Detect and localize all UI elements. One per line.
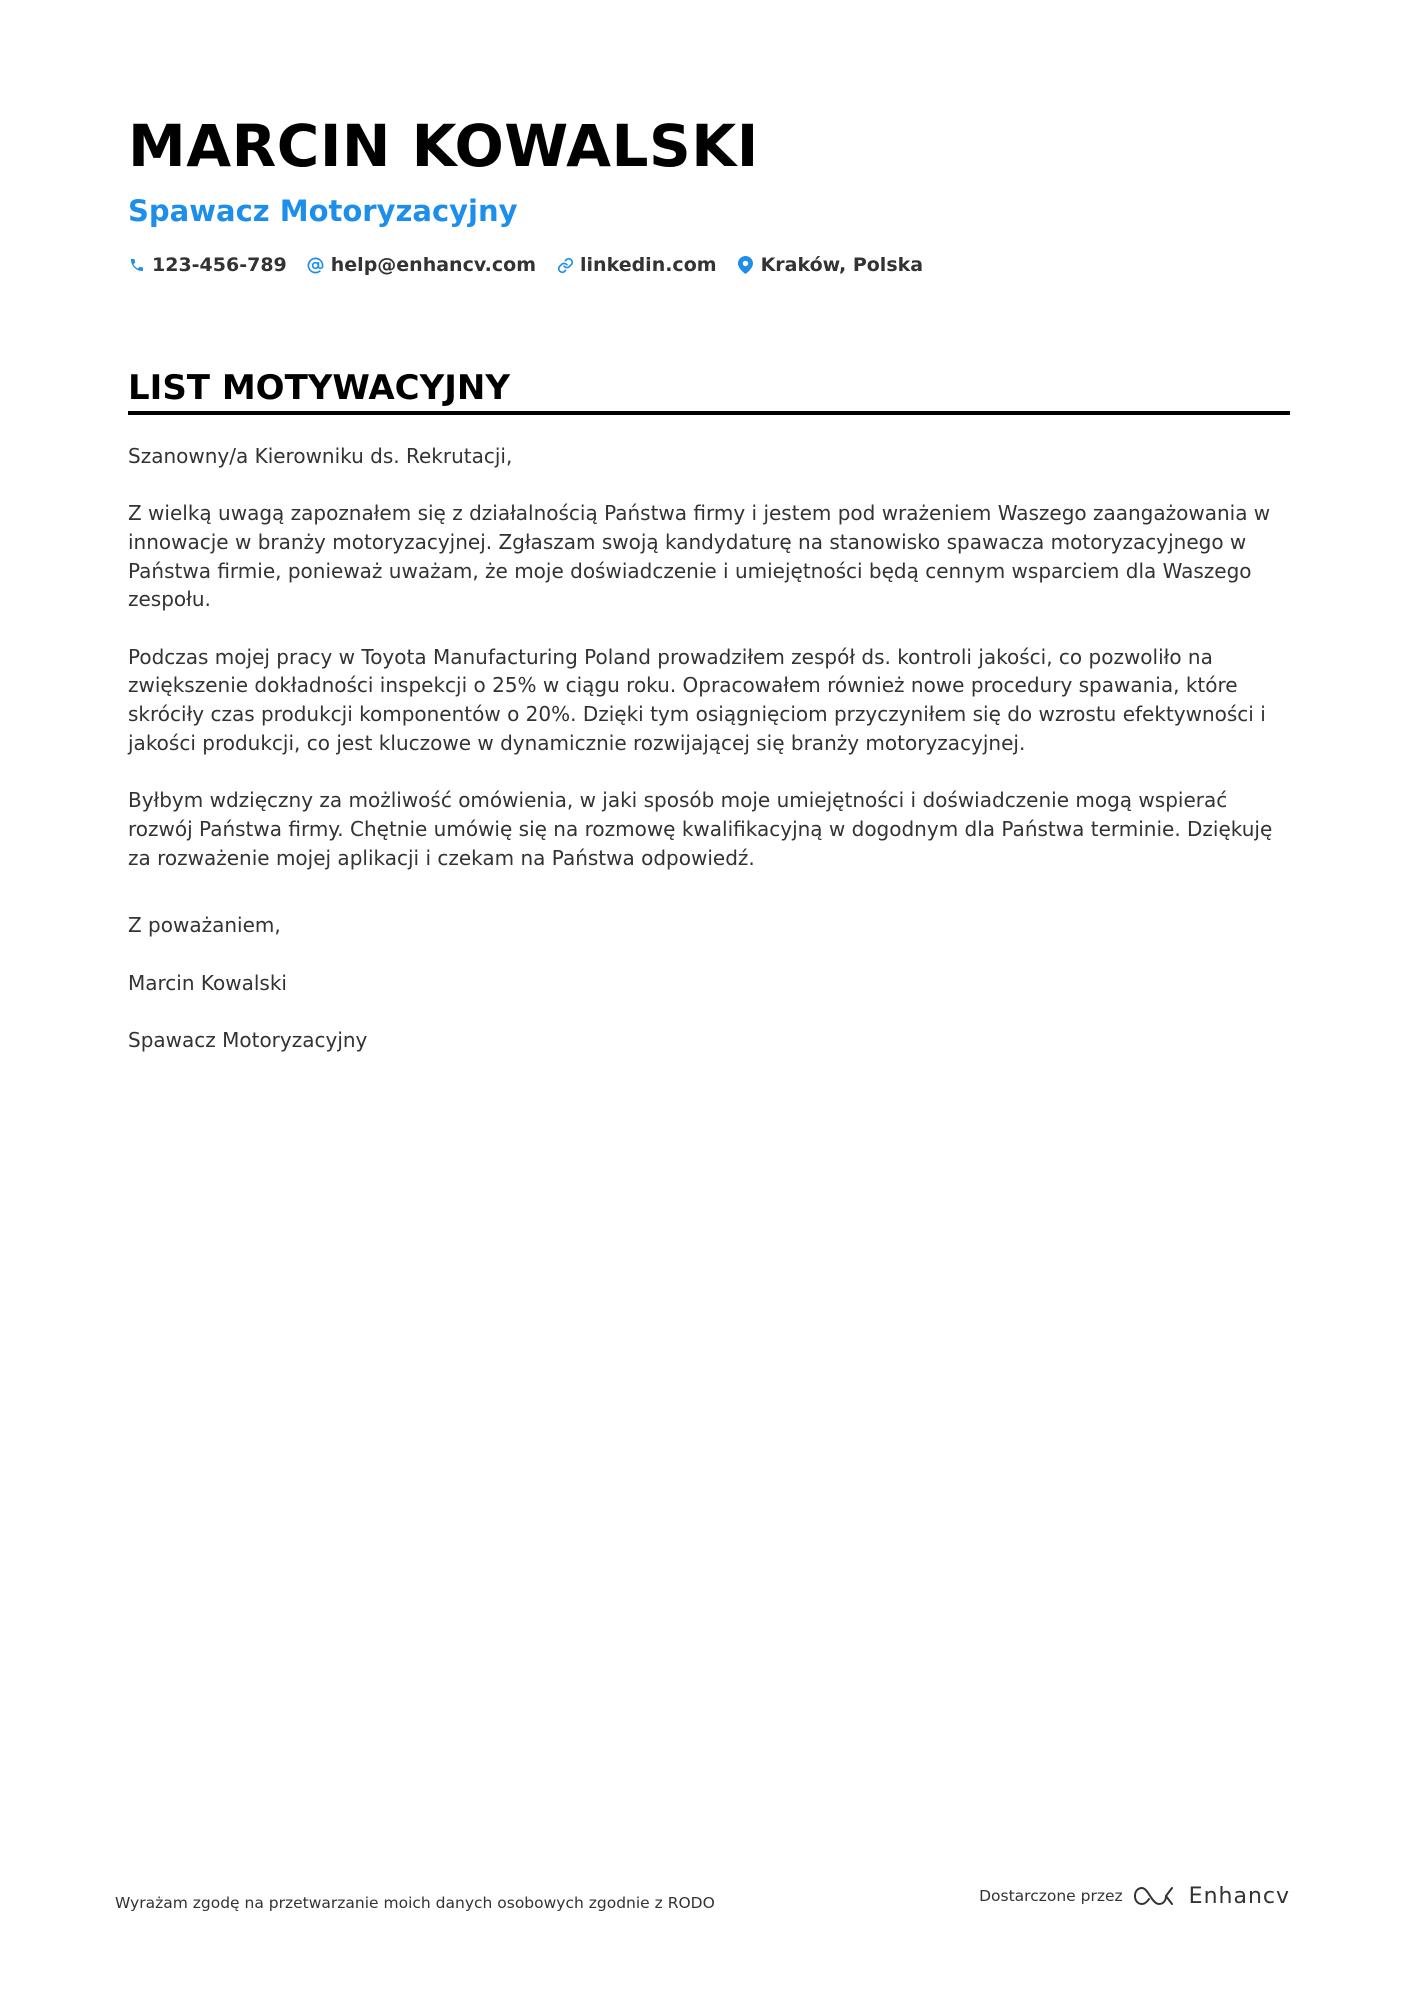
footer-brand[interactable] bbox=[979, 1883, 1290, 1909]
candidate-role: Spawacz Motoryzacyjny bbox=[128, 194, 518, 228]
enhancv-logo-icon bbox=[1133, 1883, 1179, 1909]
letter-signature-role: Spawacz Motoryzacyjny bbox=[128, 1027, 368, 1052]
contact-phone[interactable] bbox=[128, 254, 287, 276]
contact-email[interactable] bbox=[307, 254, 536, 276]
contact-location-text: Kraków, Polska bbox=[760, 254, 924, 276]
letter-closing: Z poważaniem, bbox=[128, 913, 281, 938]
letter-body bbox=[128, 442, 1290, 1083]
section-title: LIST MOTYWACYJNY bbox=[128, 368, 510, 408]
phone-icon bbox=[128, 256, 146, 274]
location-pin-icon bbox=[737, 256, 755, 274]
candidate-name: MARCIN KOWALSKI bbox=[128, 112, 759, 180]
provided-by-label: Dostarczone przez bbox=[979, 1887, 1123, 1905]
contact-bar bbox=[128, 254, 923, 276]
link-icon bbox=[556, 256, 574, 274]
brand-name: Enhancv bbox=[1188, 1883, 1290, 1909]
letter-paragraph: Podczas mojej pracy w Toyota Manufacturing Poland prowadziłem zespół ds. kontroli jakości, co pozwoliło na zwiększenie dokładności inspekcji o 25% w ciągu roku. Opracowałem również nowe procedury spawania, które skróciły czas produkcji komponentów o 20%. Dzięki tym osiągnięciom przyczyniłem się do wzrostu efektywności i jakości produkcji, co jest kluczowe w dynamicznie rozwijającej się branży motoryzacyjnej. bbox=[128, 644, 1266, 755]
letter-signature-name: Marcin Kowalski bbox=[128, 970, 287, 995]
contact-linkedin[interactable] bbox=[556, 254, 717, 276]
footer-consent-text: Wyrażam zgodę na przetwarzanie moich danych osobowych zgodnie z RODO bbox=[115, 1894, 715, 1912]
contact-email-text: help@enhancv.com bbox=[330, 254, 537, 276]
section-divider bbox=[128, 411, 1290, 415]
letter-paragraph: Byłbym wdzięczny za możliwość omówienia, w jaki sposób moje umiejętności i doświadczenie mogą wspierać rozwój Państwa firmy. Chętnie umówię się na rozmowę kwalifikacyjną w dogodnym dla Państwa terminie. Dziękuję za rozważenie mojej aplikacji i czekam na Państwa odpowiedź. bbox=[128, 788, 1273, 870]
letter-salutation: Szanowny/a Kierowniku ds. Rekrutacji, bbox=[128, 444, 513, 468]
contact-phone-text: 123-456-789 bbox=[152, 254, 287, 276]
letter-paragraph: Z wielką uwagą zapoznałem się z działalnością Państwa firmy i jestem pod wrażeniem Waszego zaangażowania w innowacje w branży motoryzacyjnej. Zgłaszam swoją kandydaturę na stanowisko spawacza motoryzacyjnego w Państwa firmie, ponieważ uważam, że moje doświadczenie i umiejętności będą cennym wsparciem dla Waszego zespołu. bbox=[128, 501, 1271, 612]
at-sign-icon bbox=[307, 256, 325, 274]
contact-linkedin-text: linkedin.com bbox=[580, 254, 717, 276]
contact-location bbox=[737, 254, 924, 276]
